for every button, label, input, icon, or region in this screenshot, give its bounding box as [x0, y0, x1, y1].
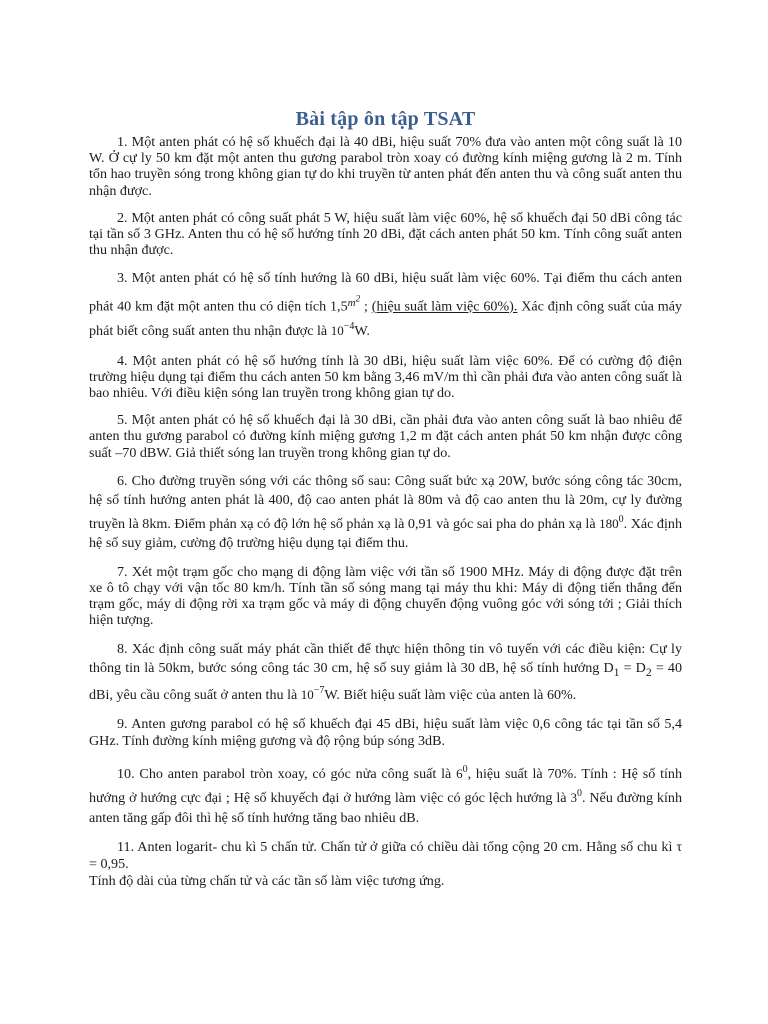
exercise-6-text-b: . Xác định hệ số suy giảm, cường độ trường hiệu dụng tại điểm thu.	[89, 515, 682, 551]
exercise-3-text-a: 3. Một anten phát có hệ số tính hướng là 60 dBi, hiệu suất làm việc 60%. Tại điểm thu cách anten phát 40 km đặt một anten thu có diện tích 1,5	[89, 270, 682, 315]
exercise-1	[89, 134, 682, 199]
area-unit-base: m	[347, 296, 356, 309]
exercise-10-text-a: 10. Cho anten parabol tròn xoay, có góc nửa công suất là	[117, 765, 457, 782]
exercise-6	[89, 472, 682, 553]
exercise-11-text: 11. Anten logarit- chu kì 5 chấn tử. Chấn tử ở giữa có chiều dài tổng cộng 20 cm. Hằng số chu kì τ = 0,95.	[89, 839, 682, 872]
exercise-8-text-mid: = D	[619, 659, 646, 676]
exercise-3-text-c: Xác định công suất của máy phát biết công suất anten thu nhận được là	[89, 298, 683, 340]
exercise-8-text-c: W. Biết hiệu suất làm việc của anten là 60%.	[324, 687, 577, 704]
exercise-8-text-b: = 40 dBi, yêu cầu công suất ở anten thu là	[89, 659, 682, 704]
power-exponent-8: −7	[313, 685, 325, 697]
half-power-angle: 6	[456, 765, 463, 781]
directivity-subscript-1: 1	[613, 665, 620, 679]
exercise-3	[89, 269, 682, 341]
exercise-3-text-b: ;	[360, 298, 372, 315]
offset-angle: 3	[570, 790, 577, 806]
exercise-1-text: 1. Một anten phát có hệ số khuếch đại là 40 dBi, hiệu suất 70% đưa vào anten một công suất là 10 W. Ở cự ly 50 km đặt một anten thu gương parabol tròn xoay có đường kính miệng gương là 2 m. Tính tổn hao truyền sóng trong không gian tự do khi truyền từ anten phát đến anten thu và công suất anten thu nhận được.	[89, 134, 682, 199]
exercise-2-text: 2. Một anten phát có công suất phát 5 W, hiệu suất làm việc 60%, hệ số khuếch đại 50 dBi công tác tại tần số 3 GHz. Anten thu có hệ số hướng tính 20 dBi, đặt cách anten phát 50 km. Tính công suất anten thu nhận được.	[89, 209, 682, 259]
offset-angle-degree: 0	[576, 788, 582, 800]
page-title: Bài tập ôn tập TSAT	[295, 108, 476, 130]
exercise-5-text: 5. Một anten phát có hệ số khuếch đại là 30 dBi, cần phải đưa vào anten công suất là bao nhiêu để anten thu gương parabol có đường kính miệng gương 1,2 m đặt cách anten phát 50 km nhận được công suất –70 dBW. Giả thiết sóng lan truyền trong không gian tự do.	[89, 412, 682, 461]
power-base-8: 10	[300, 687, 314, 703]
exercise-3-underlined: (hiệu suất làm việc 60%).	[371, 298, 518, 315]
phase-angle-degree: 0	[618, 513, 624, 525]
directivity-subscript-2: 2	[645, 665, 652, 679]
power-exponent: −4	[343, 321, 355, 333]
exercise-8-text-a: 8. Xác định công suất máy phát cần thiết để thực hiện thông tin vô tuyến với các điều kiện: Cự ly thông tin là 50km, bước sóng công tác 30 cm, hệ số suy giảm là 30 dB, hệ số tính hướng D	[89, 640, 682, 676]
exercise-8	[89, 640, 682, 706]
phase-angle: 180	[599, 515, 619, 531]
exercise-10-text-b: , hiệu suất là 70%. Tính : Hệ số tính hướng ở hướng cực đại ; Hệ số khuyếch đại ở hướng làm việc có góc lệch hướng là	[89, 765, 682, 807]
power-base: 10	[330, 323, 344, 339]
exercise-9	[89, 716, 682, 748]
exercise-7	[89, 564, 682, 629]
exercise-9-text: 9. Anten gương parabol có hệ số khuếch đại 45 dBi, hiệu suất làm việc 0,6 công tác tại tần số 5,4 GHz. Tính đường kính miệng gương và độ rộng búp sóng 3dB.	[89, 716, 682, 749]
exercise-10	[89, 760, 682, 829]
exercise-7-text: 7. Xét một trạm gốc cho mạng di động làm việc với tần số 1900 MHz. Máy di động được đặt trên xe ô tô chạy với vận tốc 80 km/h. Tính tần số sóng mang tại máy thu khi: Máy di động tiến thẳng đến trạm gốc, máy di động rời xa trạm gốc và máy di động chuyển động vuông góc với sóng tới ; Giải thích hiện tượng.	[89, 563, 682, 629]
exercise-6-text-a: 6. Cho đường truyền sóng với các thông số sau: Công suất bức xạ 20W, bước sóng công tác 30cm, hệ số tính hướng anten phát là 400, độ cao anten phát là 80m và độ cao anten thu là 20m, cự ly đường truyền là 8km. Điểm phản xạ có độ lớn hệ số phản xạ là 0,91 và góc sai pha do phản xạ là	[89, 472, 682, 532]
exercise-4-text: 4. Một anten phát có hệ số hướng tính là 30 dBi, hiệu suất làm việc 60%. Để có cường độ điện trường hiệu dụng tại điểm thu cách anten 50 km bằng 3,46 mV/m thì cần phải đưa vào anten công suất là bao nhiêu. Với điều kiện sóng lan truyền trong không gian tự do.	[89, 352, 682, 401]
exercise-2	[89, 210, 682, 259]
half-power-angle-degree: 0	[462, 763, 468, 775]
exercise-10-text-c: . Nếu đường kính anten tăng gấp đôi thì hệ số tính hướng tăng bao nhiêu dB.	[89, 790, 682, 826]
area-unit	[347, 292, 361, 309]
exercise-5	[89, 412, 682, 461]
exercise-11	[89, 839, 682, 871]
area-unit-exponent: 2	[355, 292, 361, 303]
exercise-11-question: Tính độ dài của từng chấn tử và các tần số làm việc tương ứng.	[89, 872, 445, 889]
exercise-3-text-d: W.	[354, 323, 370, 340]
exercise-4	[89, 353, 682, 402]
